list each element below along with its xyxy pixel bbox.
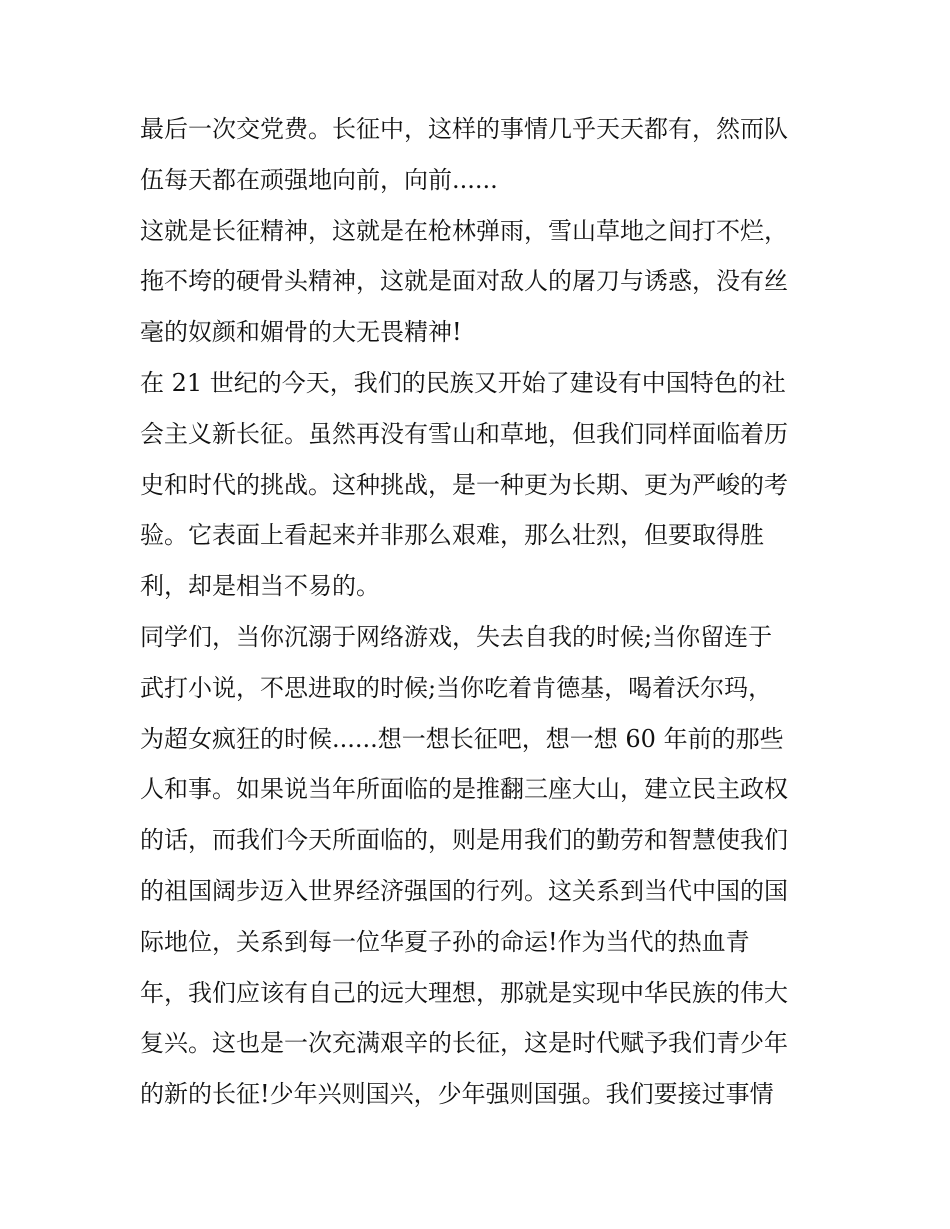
- text-line: 的话，而我们今天所面临的，则是用我们的勤劳和智慧使我们: [140, 826, 788, 855]
- text-line: 在 21 世纪的今天，我们的民族又开始了建设有中国特色的社: [140, 368, 786, 397]
- text-line: 史和时代的挑战。这种挑战，是一种更为长期、更为严峻的考: [140, 470, 788, 499]
- body-text: [140, 104, 830, 1120]
- text-line: 利，却是相当不易的。: [140, 572, 380, 601]
- text-line: 年，我们应该有自己的远大理想，那就是实现中华民族的伟大: [140, 978, 788, 1007]
- text-line: 同学们，当你沉溺于网络游戏，失去自我的时候;当你留连于: [140, 622, 773, 651]
- text-line: 这就是长征精神，这就是在枪林弹雨，雪山草地之间打不烂，: [140, 216, 788, 245]
- text-line: 验。它表面上看起来并非那么艰难，那么壮烈，但要取得胜: [140, 521, 764, 550]
- text-line: 的祖国阔步迈入世界经济强国的行列。这关系到当代中国的国: [140, 876, 788, 905]
- text-line: 会主义新长征。虽然再没有雪山和草地，但我们同样面临着历: [140, 419, 788, 448]
- text-line: 伍每天都在顽强地向前，向前......: [140, 165, 498, 194]
- text-line: 最后一次交党费。长征中，这样的事情几乎天天都有，然而队: [140, 115, 788, 143]
- text-line: 复兴。这也是一次充满艰辛的长征，这是时代赋予我们青少年: [140, 1029, 788, 1058]
- text-line: 拖不垮的硬骨头精神，这就是面对敌人的屠刀与诱惑，没有丝: [140, 267, 788, 296]
- text-line: 武打小说，不思进取的时候;当你吃着肯德基，喝着沃尔玛，: [140, 673, 773, 702]
- text-line: 际地位，关系到每一位华夏子孙的命运!作为当代的热血青: [140, 927, 750, 956]
- text-line: 人和事。如果说当年所面临的是推翻三座大山，建立民主政权: [140, 775, 788, 804]
- text-line: 毫的奴颜和媚骨的大无畏精神!: [140, 318, 462, 347]
- text-line: 为超女疯狂的时候......想一想长征吧，想一想 60 年前的那些: [140, 724, 784, 753]
- text-line: 的新的长征!少年兴则国兴，少年强则国强。我们要接过事情: [140, 1080, 774, 1109]
